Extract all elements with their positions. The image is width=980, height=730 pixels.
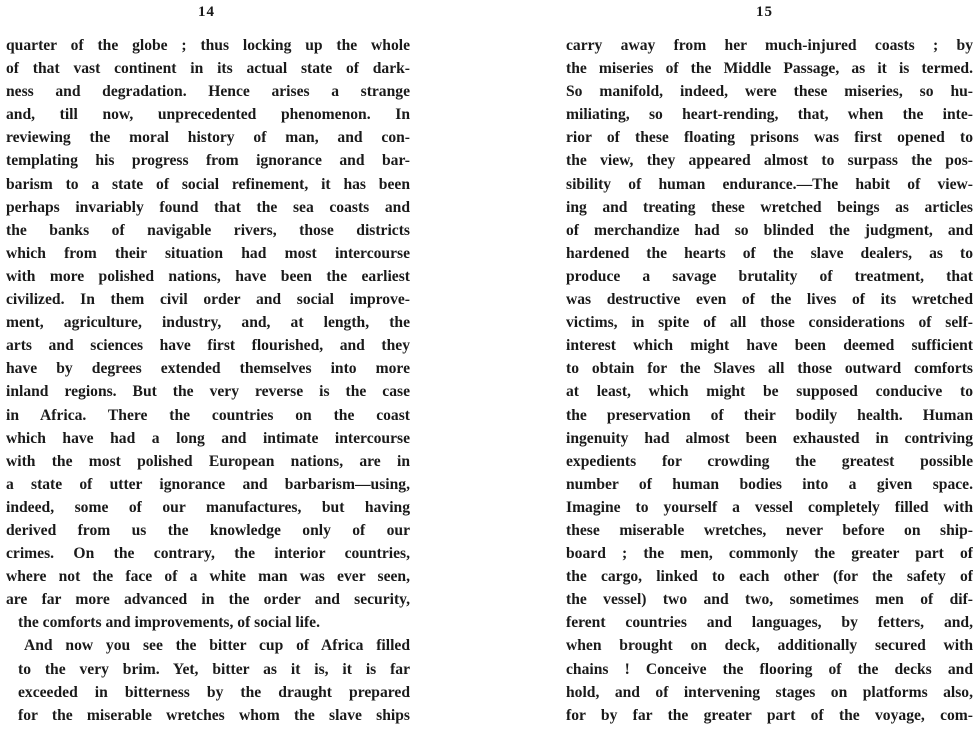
text-line: carry away from her much-injured coasts ; by: [566, 37, 973, 54]
text-line: civilized. In them civil order and social improve-: [6, 291, 410, 309]
text-line: exceeded in bitterness by the draught prepared: [18, 683, 410, 701]
text-line: ness and degradation. Hence arises a strange: [6, 83, 410, 101]
text-line: the banks of navigable rivers, those districts: [6, 221, 410, 239]
text-line: expedients for crowding the greatest possible: [566, 452, 973, 470]
text-line: produce a savage brutality of treatment, that: [566, 267, 973, 285]
text-line: templating his progress from ignorance and bar-: [6, 152, 410, 170]
text-line: Imagine to yourself a vessel completely filled with: [566, 498, 973, 516]
text-line: a state of utter ignorance and barbarism—using,: [6, 475, 410, 493]
right-page: [560, 0, 980, 730]
text-line: when brought on deck, additionally secured with: [566, 637, 973, 655]
text-line: ment, agriculture, industry, and, at length, the: [6, 314, 410, 332]
text-line: So manifold, indeed, were these miseries, so hu-: [566, 83, 973, 101]
text-line: the miseries of the Middle Passage, as it is termed.: [566, 60, 973, 78]
text-line: miliating, so heart-rending, that, when the inte-: [566, 106, 973, 124]
page-number-left: 14: [198, 4, 215, 20]
paragraph-start-line: And now you see the bitter cup of Africa filled: [24, 637, 410, 655]
text-line: the comforts and improvements, of social life.: [18, 614, 321, 632]
text-line: the view, they appeared almost to surpass the pos-: [566, 152, 973, 170]
text-line: barism to a state of social refinement, it has been: [6, 175, 410, 193]
text-line: have by degrees extended themselves into more: [6, 360, 410, 378]
text-line: for the miserable wretches whom the slave ships: [18, 706, 410, 724]
text-line: which from their situation had most intercourse: [6, 244, 410, 262]
text-line: sibility of human endurance.—The habit of view-: [566, 175, 973, 193]
text-line: the vessel) two and two, sometimes men of dif-: [566, 591, 973, 609]
text-line: where not the face of a white man was ever seen,: [6, 568, 410, 586]
text-line: the cargo, linked to each other (for the safety of: [566, 568, 973, 586]
text-line: number of human bodies into a given space.: [566, 475, 973, 493]
text-line: to the very brim. Yet, bitter as it is, it is far: [18, 660, 410, 678]
text-line: indeed, some of our manufactures, but having: [6, 498, 410, 516]
page-number-right: 15: [756, 4, 773, 20]
text-line: was destructive even of the lives of its wretched: [566, 291, 973, 309]
text-line: reviewing the moral history of man, and con-: [6, 129, 410, 147]
text-line: the preservation of their bodily health. Human: [566, 406, 973, 424]
text-line: ferent countries and languages, by fetters, and,: [566, 614, 973, 632]
left-page: [0, 0, 430, 730]
text-line: arts and sciences have first flourished, and they: [6, 337, 410, 355]
text-line: victims, in spite of all those considerations of self-: [566, 314, 973, 332]
left-page-text: [6, 34, 410, 727]
text-line: of that vast continent in its actual state of dark-: [6, 60, 410, 78]
text-line: in Africa. There the countries on the coast: [6, 406, 410, 424]
text-line: derived from us the knowledge only of our: [6, 521, 410, 539]
text-line: rior of these floating prisons was first opened to: [566, 129, 973, 147]
text-line: with the most polished European nations, are in: [6, 452, 410, 470]
text-line: crimes. On the contrary, the interior countries,: [6, 545, 410, 563]
text-line: of merchandize had so blinded the judgment, and: [566, 221, 973, 239]
text-line: these miserable wretches, never before on ship-: [566, 521, 973, 539]
text-line: quarter of the globe ; thus locking up the whole: [6, 37, 410, 54]
right-page-text: [566, 34, 973, 727]
text-line: perhaps invariably found that the sea coasts and: [6, 198, 410, 216]
text-line: at least, which might be supposed conducive to: [566, 383, 973, 401]
text-line: ing and treating these wretched beings as articles: [566, 198, 973, 216]
text-line: hardened the hearts of the slave dealers, as to: [566, 244, 973, 262]
text-line: which have had a long and intimate intercourse: [6, 429, 410, 447]
text-line: ingenuity had almost been exhausted in contriving: [566, 429, 973, 447]
text-line: with more polished nations, have been the earliest: [6, 267, 410, 285]
text-line: and, till now, unprecedented phenomenon. In: [6, 106, 410, 124]
text-line: to obtain for the Slaves all those outward comforts: [566, 360, 973, 378]
text-line: interest which might have been deemed sufficient: [566, 337, 973, 355]
text-line: chains ! Conceive the flooring of the decks and: [566, 660, 973, 678]
text-line: board ; the men, commonly the greater part of: [566, 545, 973, 563]
text-line: hold, and of intervening stages on platforms also,: [566, 683, 973, 701]
text-line: inland regions. But the very reverse is the case: [6, 383, 410, 401]
text-line: for by far the greater part of the voyage, com-: [566, 706, 973, 724]
text-line: are far more advanced in the order and security,: [6, 591, 410, 609]
